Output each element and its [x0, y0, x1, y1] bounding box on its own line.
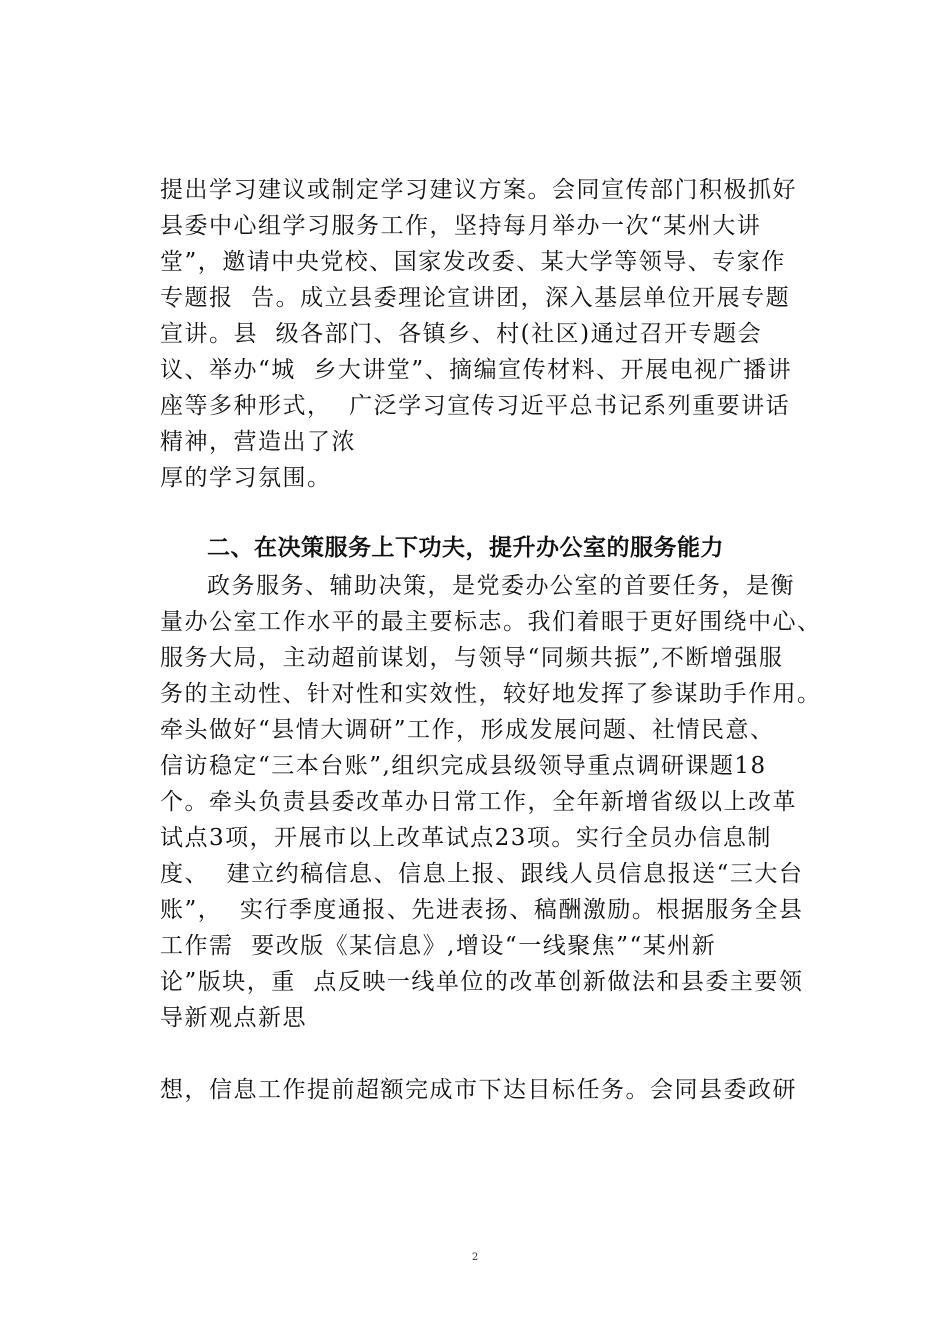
- text-line: 厚的学习氛围。: [160, 465, 332, 491]
- text-line: 个。牵头负责县委改革办日常工作，全年新增省级以上改革: [160, 789, 797, 815]
- text-line: 议、举办“城 乡大讲堂”、摘编宣传材料、开展电视广播讲: [160, 357, 793, 383]
- text-line: 县委中心组学习服务工作，坚持每月举办一次“某州大讲: [160, 213, 762, 239]
- text-line: 服务大局，主动超前谋划，与领导“同频共振”,不断增强服: [160, 645, 784, 671]
- text-line: 导新观点新思: [160, 1005, 307, 1031]
- text-line: 务的主动性、针对性和实效性，较好地发挥了参谋助手作用。: [160, 681, 822, 707]
- page-number: 2: [471, 1252, 479, 1263]
- text-line: 堂”，邀请中央党校、国家发改委、某大学等领导、专家作: [160, 249, 786, 275]
- text-line: 牵头做好“县情大调研”工作，形成发展问题、社情民意、: [160, 717, 775, 743]
- text-line: 论”版块，重 点反映一线单位的改革创新做法和县委主要领: [160, 969, 804, 995]
- text-line: 宣讲。县 级各部门、各镇乡、村(社区)通过召开专题会: [160, 321, 763, 347]
- text-line: 专题报 告。成立县委理论宣讲团，深入基层单位开展专题: [160, 285, 791, 311]
- section-heading-decision-services: 二、在决策服务上下功夫，提升办公室的服务能力: [207, 535, 724, 561]
- text-line: 工作需 要改版《某信息》,增设“一线聚焦”“某州新: [160, 933, 717, 959]
- text-line: 量办公室工作水平的最主要标志。我们着眼于更好围绕中心、: [160, 609, 822, 635]
- text-line: 提出学习建议或制定学习建议方案。会同宣传部门积极抓好: [160, 177, 797, 203]
- text-line: 信访稳定“三本台账”,组织完成县级领导重点调研课题18: [160, 753, 767, 779]
- text-line: 精神，营造出了浓: [160, 429, 356, 455]
- text-line: 账”， 实行季度通报、先进表扬、稿酬激励。根据服务全县: [160, 897, 804, 923]
- text-line: 想，信息工作提前超额完成市下达目标任务。会同县委政研: [160, 1077, 797, 1103]
- text-line: 座等多种形式， 广泛学习宣传习近平总书记系列重要讲话: [160, 393, 791, 419]
- text-line: 试点3项，开展市以上改革试点23项。实行全员办信息制: [160, 825, 772, 851]
- text-line: 度、 建立约稿信息、信息上报、跟线人员信息报送“三大台: [160, 861, 804, 887]
- text-line: 政务服务、辅助决策，是党委办公室的首要任务，是衡: [207, 573, 795, 599]
